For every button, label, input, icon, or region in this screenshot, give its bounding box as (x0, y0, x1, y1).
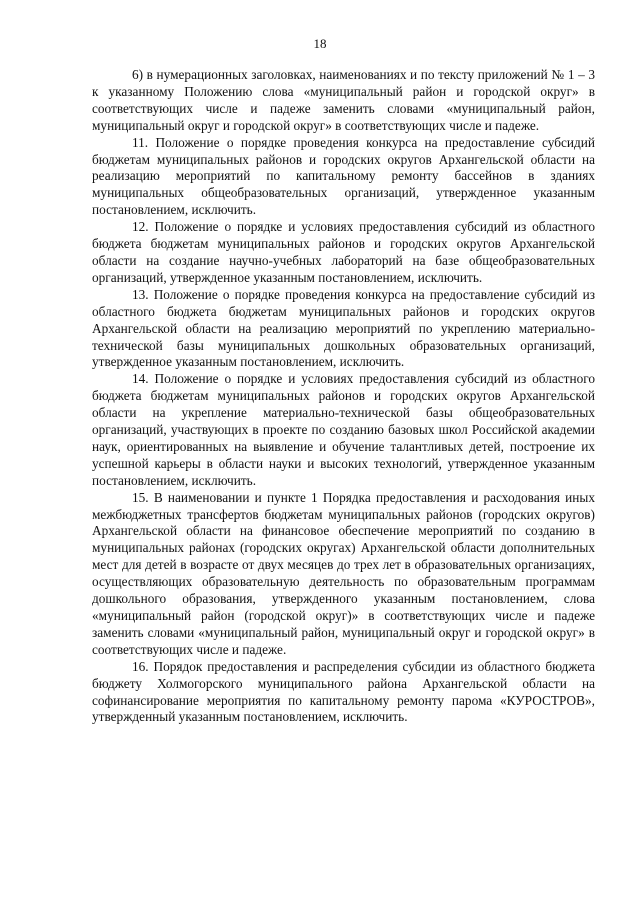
paragraph-6-amendment: 6) в нумерационных заголовках, наименованиях и по тексту приложений № 1 – 3 к указанному Положению слова «муниципальный район и городской округ» в соответствующих числе и падеже заменить словами «муниципальный район, муниципальный округ и городской округ» в соответствующих числе и падеже. (92, 67, 595, 133)
paragraph-12: 12. Положение о порядке и условиях предоставления субсидий из областного бюджета бюджетам муниципальных районов и городских округов Архангельской области на создание научно-учебных лабораторий на базе общеобразовательных организаций, утвержденное указанным постановлением, исключить. (92, 219, 595, 285)
paragraph-13: 13. Положение о порядке проведения конкурса на предоставление субсидий из областного бюджета бюджетам муниципальных районов и городских округов Архангельской области на реализацию мероприятий по укреплению материально-технической базы муниципальных дошкольных образовательных организаций, утвержденное указанным постановлением, исключить. (92, 286, 595, 370)
paragraph-14: 14. Положение о порядке и условиях предоставления субсидий из областного бюджета бюджетам муниципальных районов и городских округов Архангельской области на укрепление материально-технической базы общеобразовательных организаций, участвующих в проекте по созданию базовых школ Российской академии наук, ориентированных на выявление и обучение талантливых детей, построение их успешной карьеры в области науки и высоких технологий, утвержденное указанным постановлением, исключить. (92, 371, 595, 488)
paragraph-15: 15. В наименовании и пункте 1 Порядка предоставления и расходования иных межбюджетных трансфертов бюджетам муниципальных районов (городских округов) Архангельской области на финансовое обеспечение мероприятий по созданию в муниципальных районах (городских округах) Архангельской области дополнительных мест для детей в возрасте от двух месяцев до трех лет в образовательных организациях, осуществляющих образовательную деятельность по образовательным программам дошкольного образования, утвержденного указанным постановлением, слова «муниципальный район (городской округ)» в соответствующих числе и падеже заменить словами «муниципальный район, муниципальный округ и городской округ» в соответствующих числе и падеже. (92, 489, 595, 657)
paragraph-16: 16. Порядок предоставления и распределения субсидии из областного бюджета бюджету Холмогорского муниципального района Архангельской области на софинансирование мероприятия по капитальному ремонту парома «КУРОСТРОВ», утвержденный указанным постановлением, исключить. (92, 658, 595, 725)
page-number: 18 (313, 36, 327, 51)
document-body (92, 67, 595, 726)
paragraph-11: 11. Положение о порядке проведения конкурса на предоставление субсидий бюджетам муниципальных районов и городских округов Архангельской области на реализацию мероприятий по капитальному ремонту бассейнов в зданиях муниципальных общеобразовательных организаций, утвержденное указанным постановлением, исключить. (92, 134, 595, 218)
